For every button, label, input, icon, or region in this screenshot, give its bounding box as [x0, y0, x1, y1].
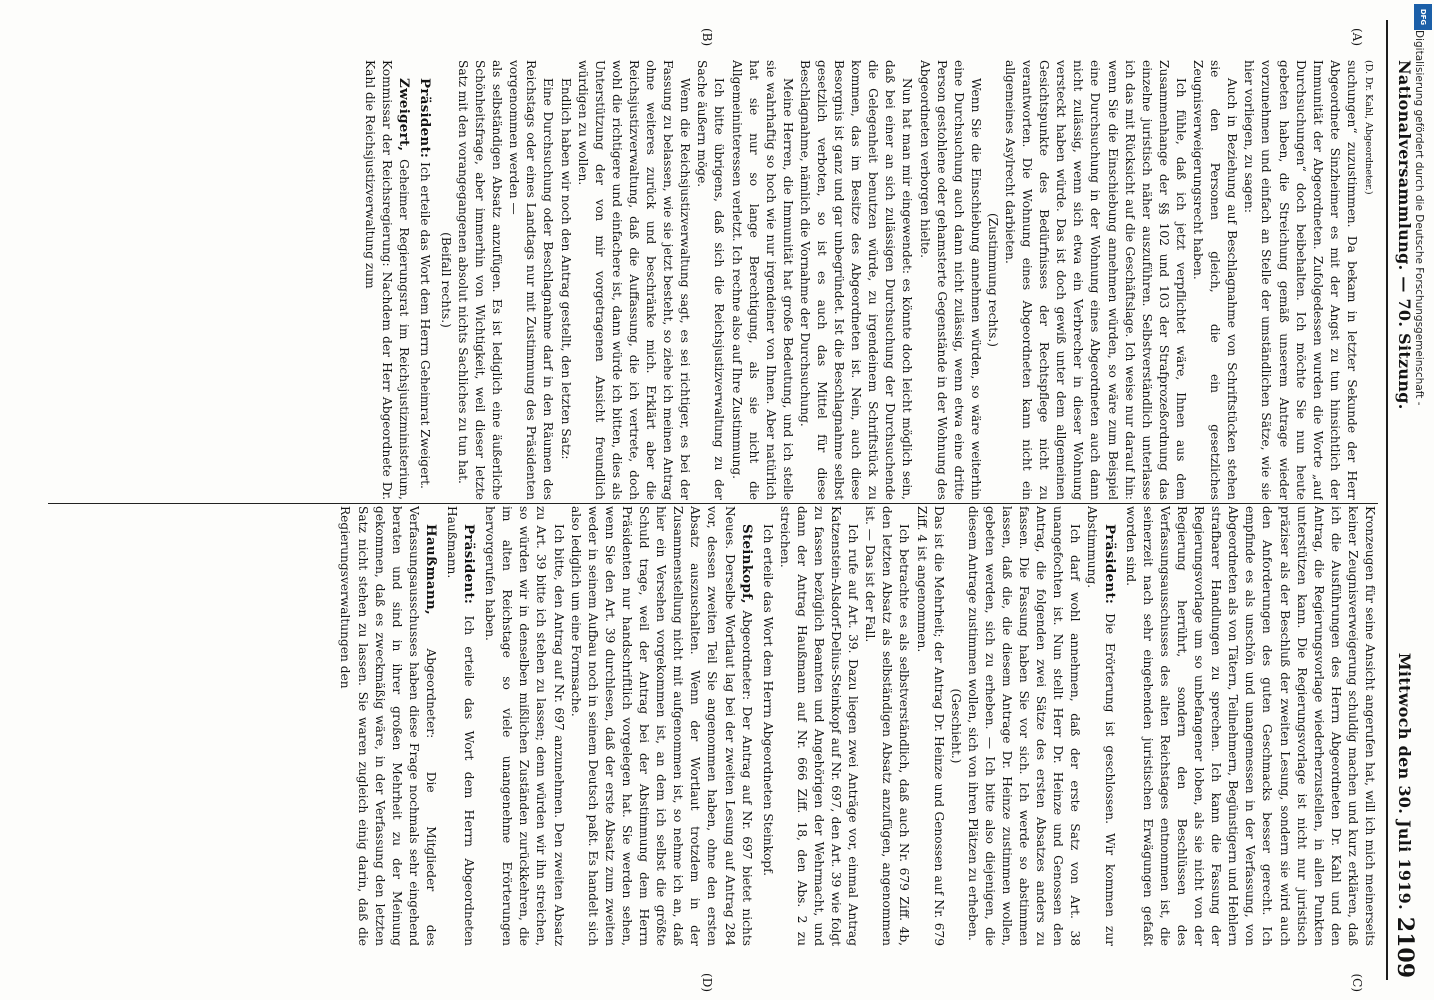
interjection: (Zustimmung rechts.): [985, 212, 1000, 348]
paragraph: Nun hat man mir eingewendet: es könnte doch leicht möglich sein, daß bei einer an sich zulässigen Durchsuchung der Durchsuchende die Gelegenheit benutzen würde, zu irgendeinem Schriftstück zu kommen, das im Besitze des Abgeordneten ist. Nein, auch diese Besorgnis ist ganz und gar unbegründet. Ist die Beschlagnahme selbst gesetzlich verboten, so ist es auch das Mittel für diese Beschlagnahme, nämlich die Vornahme der Durchsuchung.: [797, 60, 915, 500]
margin-marker-a: (A): [1350, 28, 1364, 47]
speaker-name: Präsident:: [461, 524, 478, 605]
page-number: 2109: [1392, 916, 1418, 978]
speech-text: Ich erteile das Wort dem Herrn Geheimrat Zweigert.: [417, 162, 432, 489]
left-column: [48, 60, 1378, 500]
paragraph: Wenn Sie die Einschiebung annehmen würden, so wäre weiterhin eine Durchsuchung auch dann nicht zulässig, wenn etwa eine dritte Person gestohlene oder gehamsterte Gegenstände in der Wohnung des Abgeordneten verborgen hielte.: [917, 60, 983, 500]
margin-marker-c: (C): [1350, 973, 1364, 992]
speaker-name: Zweigert,: [395, 78, 412, 152]
speaker-name: Präsident:: [416, 78, 433, 159]
interjection: (Geschieht.): [948, 688, 963, 764]
paragraph: Ich fühle, daß ich jetzt verpflichtet wäre, Ihnen aus dem Zusammenhange der §§ 102 und 103 der Strafprozeßordnung das einzelne juristisch näher auszuführen. Selbstverständlich unterlasse ich das mit Rücksicht auf die Geschäftslage. Ich weise nur darauf hin: wenn Sie die Einschiebung annehmen würden, so wäre zum Beispiel eine Durchsuchung in der Wohnung eines Abgeordneten auch dann nicht zulässig, wenn sich etwa ein Verbrecher in dieser Wohnung versteckt haben würde. Das ist doch gewiß unter dem allgemeinen Gesichtspunkte des Bedürfnisses der Rechtspflege nicht zu verantworten. Die Wohnung eines Abgeordneten kann nicht ein allgemeines Asylrecht darbieten.: [1003, 60, 1188, 500]
quoted-proposal: Auch in Beziehung auf Beschlagnahme von Schriftstücken stehen sie den Personen gleich, die ein gesetzliches Zeugnisverweigerungsrecht haben.: [1191, 60, 1240, 500]
speech-text: Die Erörterung ist geschlossen. Wir kommen zur Abstimmung.: [1085, 506, 1117, 946]
paragraph: Ich rufe auf Art. 39. Dazu liegen zwei Anträge vor, einmal Antrag Katzenstein-Alsdorf-Delius-Steinkopf auf Nr. 697, den Art. 39 wie folgt zu fassen bezüglich Beamten und Angehörigen der Wehrmacht, und dann der Antrag Haußmann auf Nr. 666 Ziff. 18, den Abs. 2 zu streichen.: [777, 506, 861, 946]
digitization-credit: [1404, 30, 1434, 970]
dfg-logo-text: DFG: [1419, 8, 1427, 26]
paragraph: als selbständigen Absatz anzufügen. Es ist lediglich eine äußerliche Schönheitsfrage, aber immerhin von Wichtigkeit, weil dieser letzte Satz mit den vorangegangenen absolut nichts Sachliches zu tun hat.: [456, 60, 505, 500]
margin-marker-d: (D): [700, 973, 714, 992]
paragraph: Meine Herren, die Immunität hat große Bedeutung, und ich stelle sie wahrhaftig so hoch wie nur irgendeiner von Ihnen. Aber natürlich hat sie nur so lange Berechtigung, als sie nicht die Allgemeininteressen verletzt. Ich rechne also auf Ihre Zustimmung.: [729, 60, 795, 500]
speech-paragraph: [443, 506, 477, 946]
header-left-title: Nationalversammlung. — 70. Sitzung.: [1395, 60, 1414, 410]
paragraph: Ich betrachte es als selbstverständlich, daß auch Nr. 679 Ziff. 4b, den letzten Absatz als selbständigen Absatz anzufügen, angenommen ist. — Das ist der Fall.: [863, 506, 912, 946]
credit-text: Digitalisierung gefördert durch die Deutsche Forschungsgemeinschaft -: [1413, 30, 1425, 406]
paragraph: Ich bitte übrigens, daß sich die Reichsjustizverwaltung zu der Sache äußern möge.: [695, 60, 727, 500]
speaker-name: Haußmann,: [422, 524, 439, 615]
speech-text: Abgeordneter: Die Mitglieder des Verfassungsausschusses haben diese Frage nochmals sehr eingehend beraten und sind in ihrer großen Mehrheit zu der Meinung gekommen, daß es zweckmäßig wäre, in der Verfassung den letzten Satz nicht stehen zu lassen. Sie waren zugleich einig darin, daß die Regierungsverwaltungen den: [338, 506, 438, 946]
right-column: [48, 506, 1378, 946]
speech-text: Geheimer Regierungsrat im Reichsjustizministerium, Kommissar der Reichsregierung: Nachdem der Herr Abgeordnete Dr. Kahl die Reichsjustizverwaltung zum: [362, 60, 411, 500]
speech-paragraph: [336, 506, 439, 946]
speech-paragraph: [360, 60, 411, 500]
dfg-logo: [1414, 4, 1432, 30]
speech-paragraph: [1083, 506, 1117, 946]
speech-text: Ich erteile das Wort dem Herrn Abgeordneten Haußmann.: [445, 506, 477, 946]
paragraph: Kronzeugen für seine Ansicht angerufen hat, will ich mich meinerseits keiner Zeugnisverweigerung schuldig machen und kurz erklären, daß ich die Ausführungen des Herrn Abgeordneten Dr. Kahl und den Antrag, die Regierungsvorlage wiederherzustellen, in allen Punkten unterstützen kann. Die Regierungsvorlage ist nicht nur juristisch präziser als der Beschluß der zweiten Lesung, sondern sie wird auch den Anforderungen des guten Geschmacks besser gerecht. Ich empfinde es als unschön und unangemessen in der Verfassung, von Abgeordneten als von Tätern, Teilnehmern, Begünstigern und Hehlern strafbarer Handlungen zu sprechen. Ich kann die Fassung der Regierungsvorlage um so unbefangener loben, als sie nicht von der Regierung herrührt, sondern den Beschlüssen des Verfassungsausschusses des alten Reichstages entnommen ist, die seinerzeit nach sehr eingehenden juristischen Erwägungen gefaßt worden sind.: [1123, 506, 1377, 946]
quoted-proposal: Eine Durchsuchung oder Beschlagnahme darf in den Räumen des Reichstags oder eines Landtags nur mit Zustimmung des Präsidenten vorgenommen werden —: [507, 60, 556, 500]
speech-text: Abgeordneter: Der Antrag auf Nr. 697 bietet nichts Neues. Derselbe Wortlaut lag bei der zweiten Lesung auf Antrag 284 vor, dessen zweiten Teil Sie angenommen haben, ohne den ersten Absatz auszuschalten. Wenn der Wortlaut trotzdem in der Zusammenstellung nicht mit aufgenommen ist, so nehme ich an, daß hier ein Versehen vorgekommen ist, an dem ich selbst die größte Schuld trage, weil der Antrag bei der Abstimmung dem Herrn Präsidenten nur handschriftlich vorgelegen hat. Sie werden sehen, wenn Sie den Art. 39 durchlesen, daß der erste Absatz zum zweiten weder in seinem Aufbau noch in seinem Deutsch paßt. Es handelt sich also lediglich um eine Formsache.: [568, 506, 754, 946]
speech-paragraph: [416, 60, 433, 500]
column-divider: [48, 503, 1378, 504]
speaker-name: Präsident:: [1101, 524, 1118, 605]
interjection: (Beifall rechts.): [438, 232, 453, 328]
speaker-continuation: [1360, 60, 1378, 500]
paragraph: Endlich haben wir noch den Antrag gestellt, den letzten Satz:: [558, 78, 573, 460]
paragraph: Ich erteile das Wort dem Herrn Abgeordneten Steinkopf.: [760, 524, 775, 877]
margin-marker-b: (B): [700, 28, 714, 47]
header-date: Mittwoch den 30. Juli 1919.: [1395, 652, 1414, 910]
paragraph: suchungen“ zuzustimmen. Da bekam in letzter Sekunde der Herr Abgeordnete Sinzheimer es mit der Angst zu tun hinsichtlich der Immunität der Abgeordneten. Zufolgedessen wurden die Worte „auf Durchsuchungen“ doch beibehalten. Ich möchte Sie nun heute gebeten haben, die Streichung gemäß unserem Antrage wieder vorzunehmen und einfach an Stelle der umständlichen Sätze, wie sie hier vorliegen, zu sagen:: [1242, 60, 1359, 500]
speaker-name: Steinkopf,: [738, 524, 755, 604]
paragraph: Ich bitte, den Antrag auf Nr. 697 anzunehmen. Den zweiten Absatz zu Art. 39 bitte ich stehen zu lassen; denn würden wir ihn streichen, so würden wir in denselben mißlichen Zuständen zurückkehren, die im alten Reichstage so viele unangenehme Erörterungen hervorgerufen haben.: [483, 506, 566, 946]
paragraph: Das ist die Mehrheit; der Antrag Dr. Heinze und Genossen auf Nr. 679 Ziff. 4 ist angenommen.: [914, 506, 946, 946]
continued-speaker: (D. Dr. Kahl, Abgeordneter.): [1363, 60, 1374, 195]
speech-paragraph: [567, 506, 755, 946]
paragraph: Wenn die Reichsjustizverwaltung sagt, es sei richtiger, es bei der Fassung zu belassen, wie sie jetzt besteht, so ziehe ich meinen Antrag ohne weiteres zurück und beschränke mich. Erklärt aber die Reichsjustizverwaltung, daß die Auffassung, die ich vertrete, doch wohl die richtigere und einfachere ist, dann würde ich bitten, dies als Unterstützung der von mir vorgetragenen Ansicht freundlich würdigen zu wollen.: [575, 60, 693, 500]
paragraph: Ich darf wohl annehmen, daß der erste Satz von Art. 38 unangefochten ist. Nun stellt Herr Dr. Heinze und Genossen den Antrag, die folgenden zwei Sätze des ersten Absatzes anders zu fassen. Die Fassung haben Sie vor sich. Ich werde so abstimmen lassen, daß die, die diesem Antrage Dr. Heinze zustimmen wollen, gebeten werden, sich zu erheben. — Ich bitte also diejenigen, die diesem Antrage zustimmen wollen, sich von ihren Plätzen zu erheben.: [965, 506, 1083, 946]
